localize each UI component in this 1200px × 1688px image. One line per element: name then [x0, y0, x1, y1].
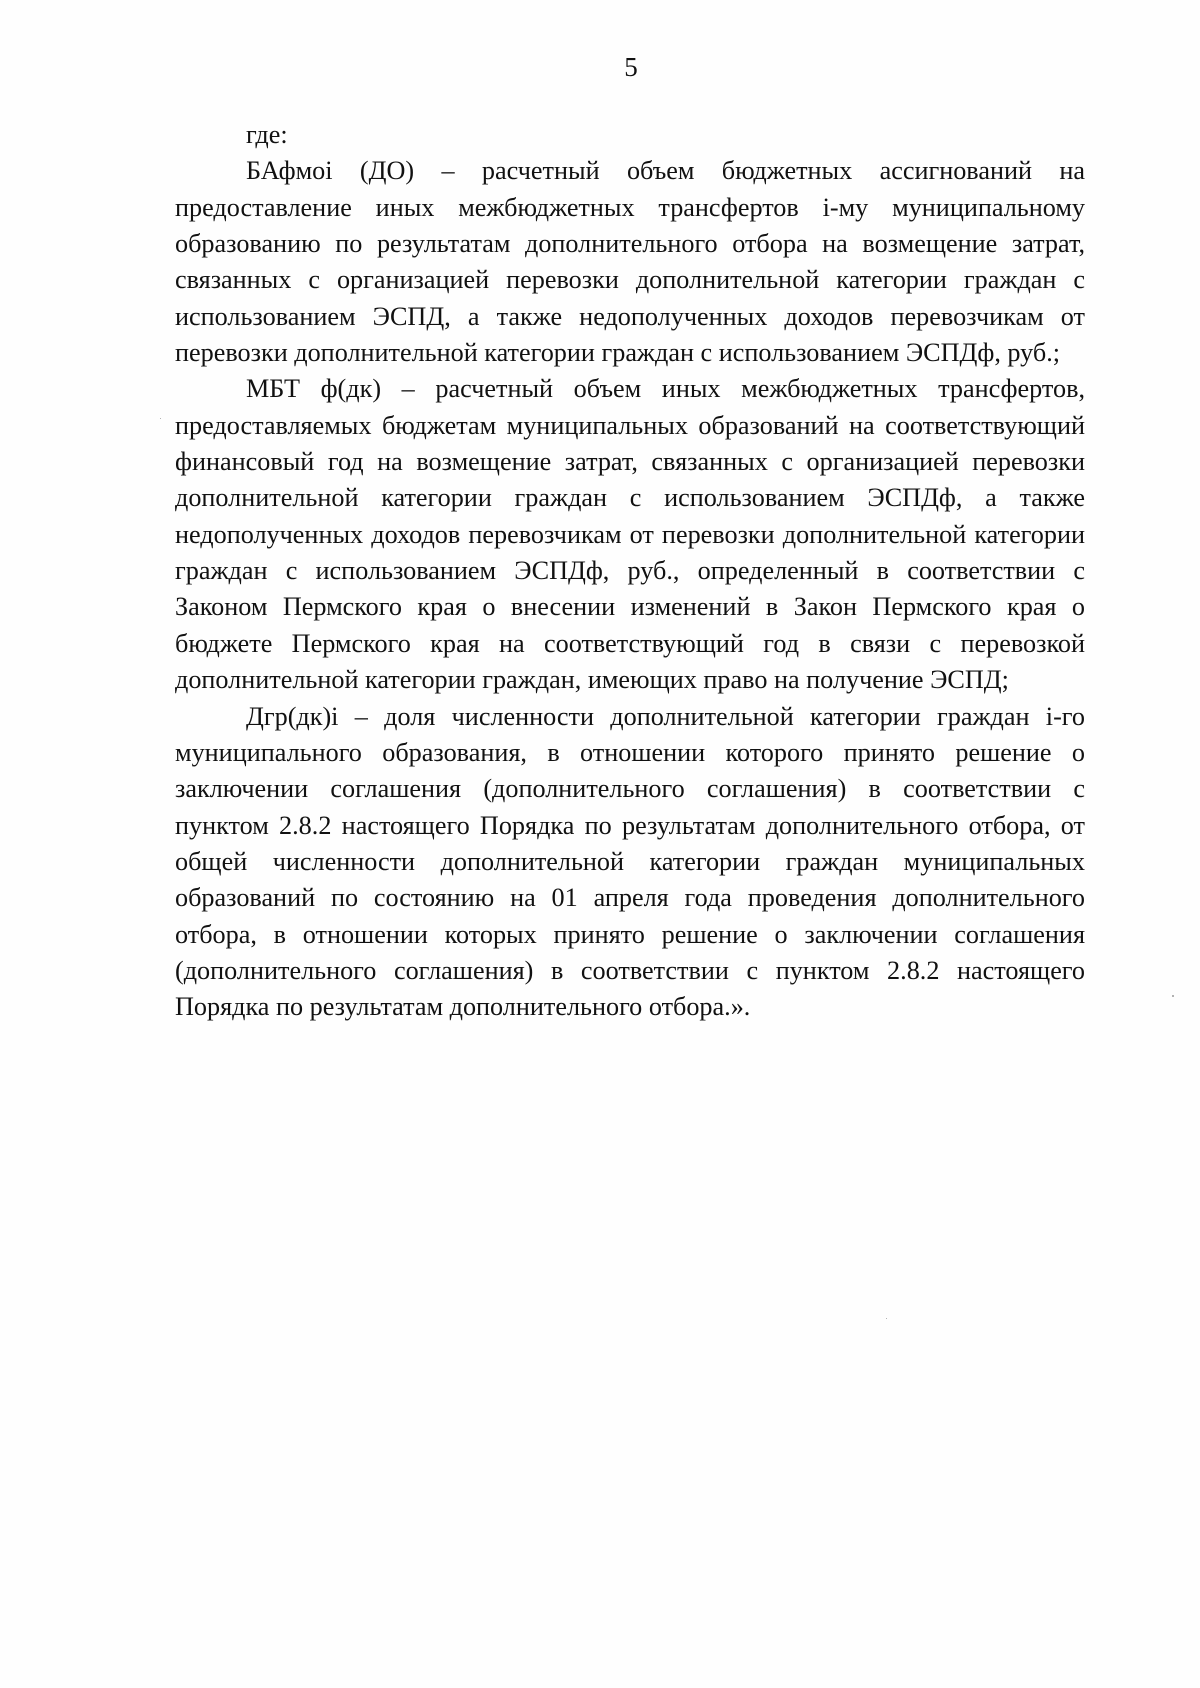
intro-line: где:: [246, 120, 288, 149]
scan-speck: [886, 1318, 887, 1319]
page-number: 5: [624, 52, 638, 82]
definition-bafmoi: БАфмоi (ДО) – расчетный объем бюджетных ассигнований на предоставление иных межбюджетных трансфертов i-му муниципальному образованию по результатам дополнительного отбора на возмещение затрат, связанных с организацией перевозки дополнительной категории граждан с использованием ЭСПД, а также недополученных доходов перевозчикам от перевозки дополнительной категории граждан с использованием ЭСПДф, руб.;: [175, 156, 1085, 368]
scan-speck: [1172, 995, 1174, 997]
definition-mbt: МБТ ф(дк) – расчетный объем иных межбюджетных трансфертов, предоставляемых бюджетам муниципальных образований на соответствующий финансовый год на возмещение затрат, связанных с организацией перевозки дополнительной категории граждан с использованием ЭСПДф, а также недополученных доходов перевозчикам от перевозки дополнительной категории граждан с использованием ЭСПДф, руб., определенный в соответствии с Законом Пермского края о внесении изменений в Закон Пермского края о бюджете Пермского края на соответствующий год в связи с перевозкой дополнительной категории граждан, имеющих право на получение ЭСПД;: [175, 374, 1085, 695]
definition-dgr: Дгр(дк)i – доля численности дополнительной категории граждан i-го муниципального образования, в отношении которого принято решение о заключении соглашения (дополнительного соглашения) в соответствии с пунктом 2.8.2 настоящего Порядка по результатам дополнительного отбора, от общей численности дополнительной категории граждан муниципальных образований по состоянию на 01 апреля года проведения дополнительного отбора, в отношении которых принято решение о заключении соглашения (дополнительного соглашения) в соответствии с пунктом 2.8.2 настоящего Порядка по результатам дополнительного отбора.».: [175, 701, 1085, 1022]
scan-speck: [160, 418, 161, 419]
document-body: [175, 117, 1085, 1026]
